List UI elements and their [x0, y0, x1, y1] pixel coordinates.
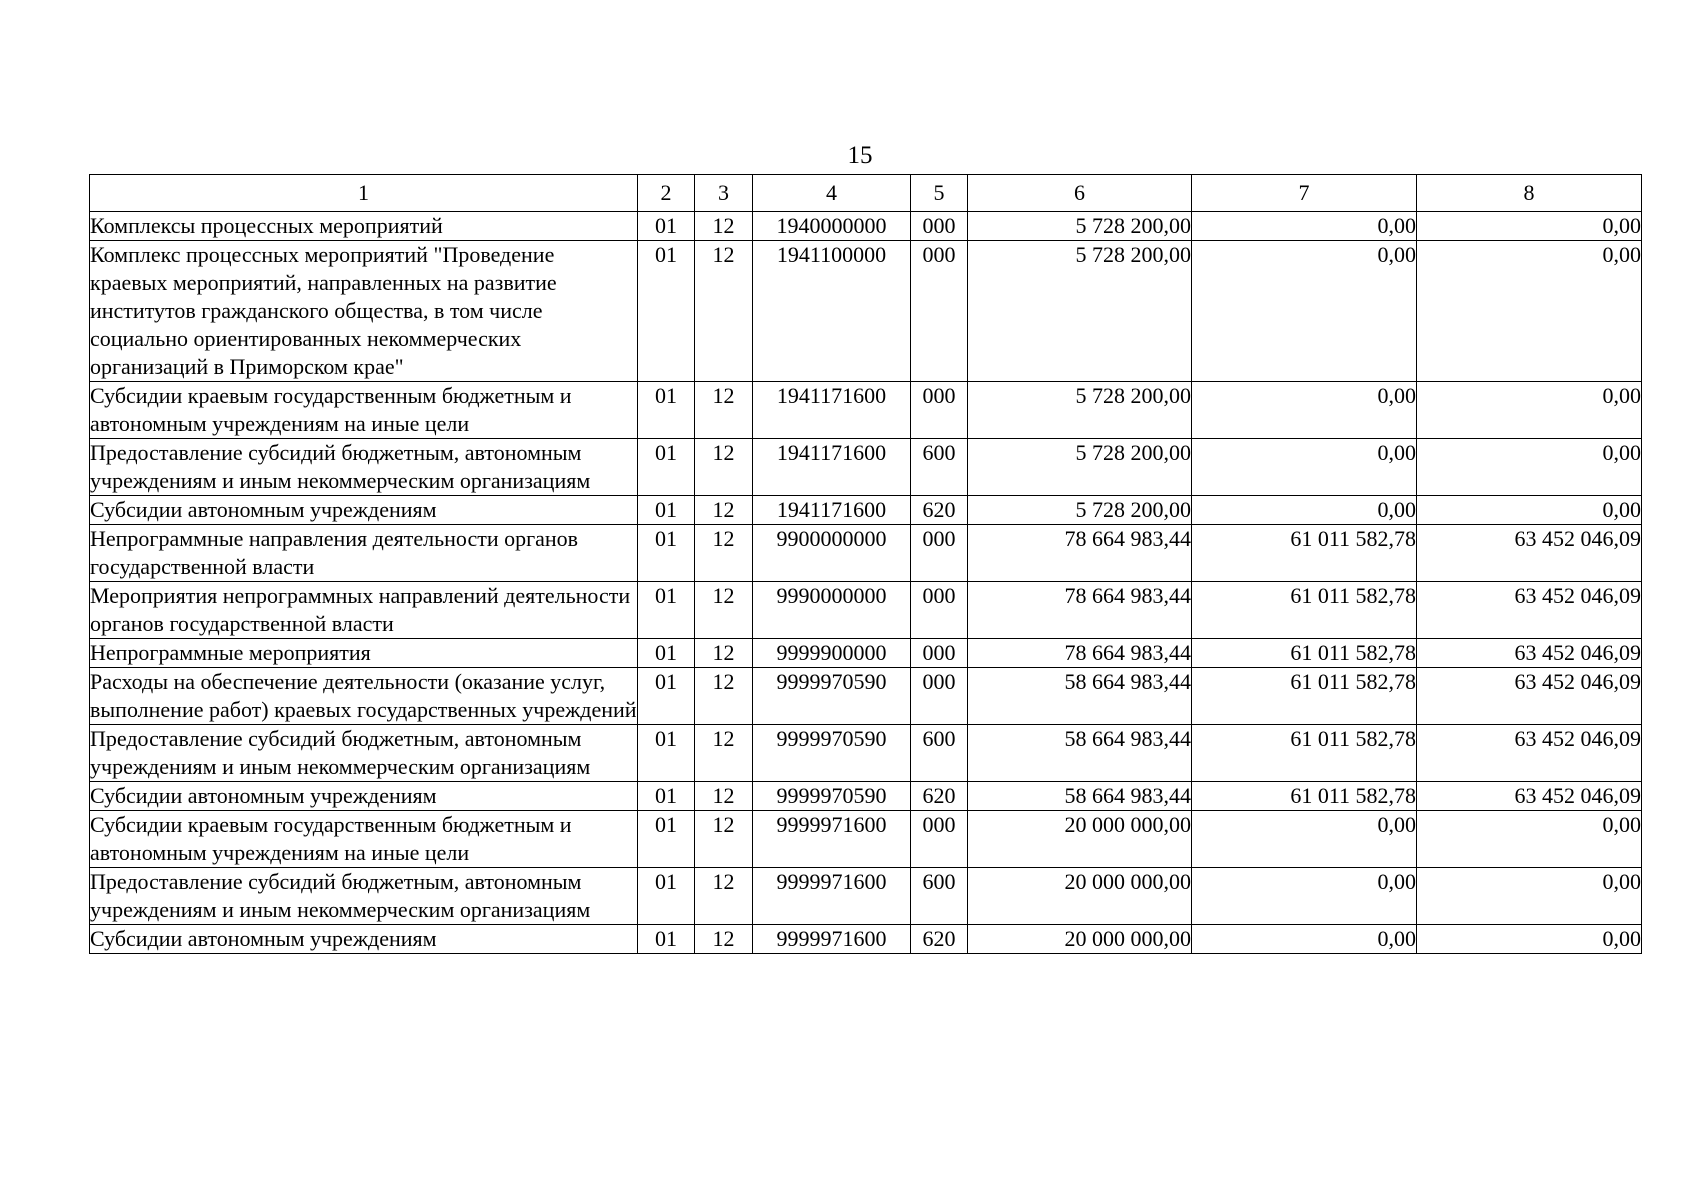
subsection-code: 12: [695, 925, 753, 954]
section-code: 01: [638, 382, 695, 439]
target-article-code: 9999900000: [753, 639, 911, 668]
subsection-code: 12: [695, 525, 753, 582]
column-header: 6: [968, 175, 1192, 212]
section-code: 01: [638, 582, 695, 639]
amount-col7: 61 011 582,78: [1192, 525, 1417, 582]
table-row: [90, 639, 1642, 668]
section-code: 01: [638, 639, 695, 668]
row-name: Предоставление субсидий бюджетным, автономным учреждениям и иным некоммерческим организациям: [90, 725, 638, 782]
subsection-code: 12: [695, 439, 753, 496]
amount-col6: 5 728 200,00: [968, 496, 1192, 525]
amount-col6: 58 664 983,44: [968, 782, 1192, 811]
table-row: [90, 868, 1642, 925]
section-code: 01: [638, 525, 695, 582]
row-name: Субсидии автономным учреждениям: [90, 782, 638, 811]
amount-col8: 0,00: [1417, 811, 1642, 868]
amount-col6: 5 728 200,00: [968, 439, 1192, 496]
expense-type-code: 600: [911, 725, 968, 782]
amount-col8: 63 452 046,09: [1417, 725, 1642, 782]
expense-type-code: 000: [911, 212, 968, 241]
table-row: [90, 241, 1642, 382]
amount-col7: 0,00: [1192, 925, 1417, 954]
expense-type-code: 000: [911, 241, 968, 382]
section-code: 01: [638, 212, 695, 241]
table-row: [90, 382, 1642, 439]
expense-type-code: 620: [911, 496, 968, 525]
amount-col7: 0,00: [1192, 382, 1417, 439]
section-code: 01: [638, 725, 695, 782]
table-row: [90, 668, 1642, 725]
expense-type-code: 000: [911, 639, 968, 668]
amount-col7: 0,00: [1192, 868, 1417, 925]
column-header: 2: [638, 175, 695, 212]
amount-col7: 0,00: [1192, 496, 1417, 525]
target-article-code: 9999971600: [753, 868, 911, 925]
target-article-code: 9900000000: [753, 525, 911, 582]
section-code: 01: [638, 782, 695, 811]
amount-col6: 78 664 983,44: [968, 639, 1192, 668]
section-code: 01: [638, 439, 695, 496]
amount-col8: 0,00: [1417, 241, 1642, 382]
section-code: 01: [638, 241, 695, 382]
table-row: [90, 439, 1642, 496]
table-row: [90, 525, 1642, 582]
amount-col7: 61 011 582,78: [1192, 668, 1417, 725]
column-header: 3: [695, 175, 753, 212]
column-header: 8: [1417, 175, 1642, 212]
subsection-code: 12: [695, 382, 753, 439]
subsection-code: 12: [695, 582, 753, 639]
amount-col6: 58 664 983,44: [968, 725, 1192, 782]
amount-col7: 61 011 582,78: [1192, 639, 1417, 668]
section-code: 01: [638, 868, 695, 925]
subsection-code: 12: [695, 811, 753, 868]
section-code: 01: [638, 811, 695, 868]
target-article-code: 1941171600: [753, 496, 911, 525]
amount-col8: 0,00: [1417, 496, 1642, 525]
amount-col6: 20 000 000,00: [968, 925, 1192, 954]
amount-col7: 0,00: [1192, 439, 1417, 496]
expense-type-code: 000: [911, 382, 968, 439]
subsection-code: 12: [695, 725, 753, 782]
target-article-code: 1940000000: [753, 212, 911, 241]
expense-type-code: 000: [911, 811, 968, 868]
expense-type-code: 000: [911, 668, 968, 725]
row-name: Субсидии краевым государственным бюджетным и автономным учреждениям на иные цели: [90, 811, 638, 868]
table-row: [90, 811, 1642, 868]
table-row: [90, 212, 1642, 241]
target-article-code: 9999971600: [753, 925, 911, 954]
row-name: Субсидии автономным учреждениям: [90, 496, 638, 525]
amount-col6: 20 000 000,00: [968, 811, 1192, 868]
amount-col8: 0,00: [1417, 439, 1642, 496]
column-header: 4: [753, 175, 911, 212]
page-number: 15: [847, 142, 873, 169]
section-code: 01: [638, 668, 695, 725]
subsection-code: 12: [695, 782, 753, 811]
section-code: 01: [638, 496, 695, 525]
amount-col8: 63 452 046,09: [1417, 639, 1642, 668]
row-name: Непрограммные мероприятия: [90, 639, 638, 668]
amount-col7: 0,00: [1192, 241, 1417, 382]
row-name: Субсидии краевым государственным бюджетным и автономным учреждениям на иные цели: [90, 382, 638, 439]
table-row: [90, 496, 1642, 525]
table-row: [90, 725, 1642, 782]
amount-col8: 0,00: [1417, 868, 1642, 925]
expense-type-code: 600: [911, 439, 968, 496]
subsection-code: 12: [695, 668, 753, 725]
table-row: [90, 582, 1642, 639]
row-name: Предоставление субсидий бюджетным, автономным учреждениям и иным некоммерческим организациям: [90, 868, 638, 925]
subsection-code: 12: [695, 212, 753, 241]
amount-col8: 63 452 046,09: [1417, 582, 1642, 639]
target-article-code: 9999970590: [753, 668, 911, 725]
row-name: Комплекс процессных мероприятий "Проведение краевых мероприятий, направленных на развитие институтов гражданского общества, в том числе социально ориентированных некоммерческих организаций в Приморском крае": [90, 241, 638, 382]
row-name: Субсидии автономным учреждениям: [90, 925, 638, 954]
target-article-code: 1941171600: [753, 382, 911, 439]
column-header: 5: [911, 175, 968, 212]
row-name: Мероприятия непрограммных направлений деятельности органов государственной власти: [90, 582, 638, 639]
subsection-code: 12: [695, 241, 753, 382]
row-name: Непрограммные направления деятельности органов государственной власти: [90, 525, 638, 582]
amount-col8: 63 452 046,09: [1417, 525, 1642, 582]
column-header: 7: [1192, 175, 1417, 212]
expense-type-code: 620: [911, 782, 968, 811]
amount-col7: 61 011 582,78: [1192, 782, 1417, 811]
subsection-code: 12: [695, 496, 753, 525]
amount-col6: 5 728 200,00: [968, 212, 1192, 241]
amount-col6: 78 664 983,44: [968, 582, 1192, 639]
subsection-code: 12: [695, 868, 753, 925]
amount-col7: 61 011 582,78: [1192, 725, 1417, 782]
amount-col7: 0,00: [1192, 811, 1417, 868]
target-article-code: 1941171600: [753, 439, 911, 496]
amount-col6: 58 664 983,44: [968, 668, 1192, 725]
row-name: Комплексы процессных мероприятий: [90, 212, 638, 241]
row-name: Предоставление субсидий бюджетным, автономным учреждениям и иным некоммерческим организациям: [90, 439, 638, 496]
amount-col6: 78 664 983,44: [968, 525, 1192, 582]
budget-table: [89, 174, 1642, 954]
target-article-code: 9990000000: [753, 582, 911, 639]
amount-col6: 20 000 000,00: [968, 868, 1192, 925]
amount-col8: 63 452 046,09: [1417, 668, 1642, 725]
header-row: [90, 175, 1642, 212]
expense-type-code: 000: [911, 582, 968, 639]
target-article-code: 9999970590: [753, 725, 911, 782]
amount-col8: 0,00: [1417, 925, 1642, 954]
amount-col8: 0,00: [1417, 212, 1642, 241]
amount-col6: 5 728 200,00: [968, 382, 1192, 439]
row-name: Расходы на обеспечение деятельности (оказание услуг, выполнение работ) краевых государственных учреждений: [90, 668, 638, 725]
amount-col7: 61 011 582,78: [1192, 582, 1417, 639]
target-article-code: 9999970590: [753, 782, 911, 811]
amount-col6: 5 728 200,00: [968, 241, 1192, 382]
section-code: 01: [638, 925, 695, 954]
amount-col8: 0,00: [1417, 382, 1642, 439]
target-article-code: 1941100000: [753, 241, 911, 382]
expense-type-code: 000: [911, 525, 968, 582]
target-article-code: 9999971600: [753, 811, 911, 868]
column-header: 1: [90, 175, 638, 212]
expense-type-code: 600: [911, 868, 968, 925]
subsection-code: 12: [695, 639, 753, 668]
expense-type-code: 620: [911, 925, 968, 954]
amount-col7: 0,00: [1192, 212, 1417, 241]
table-row: [90, 782, 1642, 811]
table-row: [90, 925, 1642, 954]
amount-col8: 63 452 046,09: [1417, 782, 1642, 811]
